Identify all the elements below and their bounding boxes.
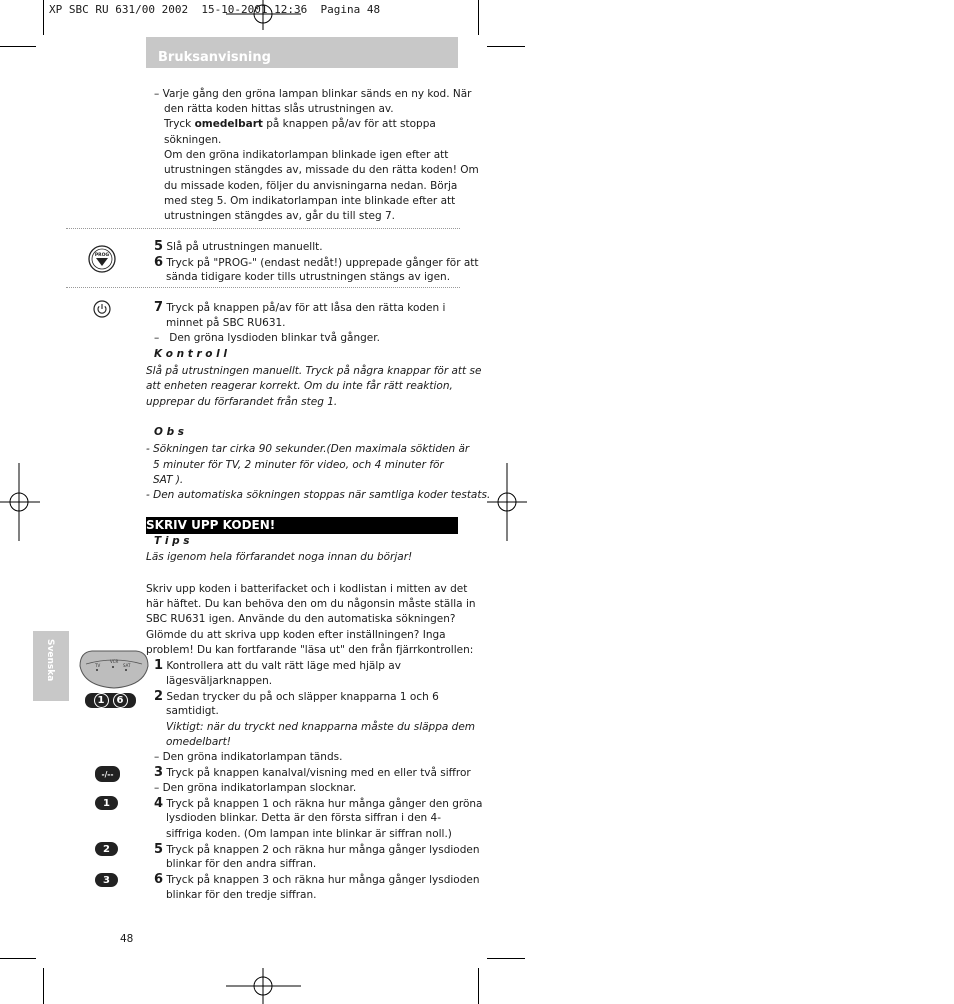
step-7-note: – Den gröna lysdioden blinkar två gånger. — [154, 332, 380, 344]
power-icon — [93, 300, 111, 318]
page-number: 48 — [120, 933, 134, 945]
step-b-5-line-2: blinkar för den andra siffran. — [166, 858, 317, 870]
step-6: 6 Tryck på "PROG-" (endast nedåt!) upprepade gånger för att — [154, 255, 479, 270]
para-line-3: SBC RU631 igen. Använde du den automatiska sökningen? — [146, 613, 456, 625]
step-b-6: 6 Tryck på knappen 3 och räkna hur många gånger lysdioden — [154, 872, 480, 887]
step-6-line-2: sända tidigare koder tills utrustningen stängs av igen. — [166, 271, 451, 283]
dash-button-icon: -/-- — [95, 766, 120, 782]
step-b-4: 4 Tryck på knappen 1 och räkna hur många gånger den gröna — [154, 796, 483, 811]
note-lamp-on: – Den gröna indikatorlampan tänds. — [154, 751, 343, 763]
step-b-2-warning-2: omedelbart! — [166, 736, 231, 748]
obs-line-4: - Den automatiska sökningen stoppas när samtliga koder testats. — [146, 489, 491, 501]
step-b-2: 2 Sedan trycker du på och släpper knapparna 1 och 6 — [154, 689, 439, 704]
divider — [66, 287, 460, 288]
step-b-2-line-2: samtidigt. — [166, 705, 219, 717]
step-b-4-line-3: siffriga koden. (Om lampan inte blinkar är siffran noll.) — [166, 828, 452, 840]
step-b-1-line-2: lägesväljarknappen. — [166, 675, 273, 687]
step-b-2-warning-1: Viktigt: när du tryckt ned knapparna måste du släppa dem — [166, 721, 476, 733]
obs-heading: O b s — [154, 426, 185, 438]
registration-mark-left — [0, 463, 40, 541]
section-title-write-code: SKRIV UPP KODEN! — [146, 518, 276, 532]
registration-mark-right — [487, 463, 527, 541]
note-lamp-off: – Den gröna indikatorlampan slocknar. — [154, 782, 357, 794]
para-line-5: problem! Du kan fortfarande "läsa ut" den från fjärrkontrollen: — [146, 644, 474, 656]
kontroll-line-2: att enheten reagerar korrekt. Om du inte får rätt reaktion, — [146, 380, 453, 392]
intro-line-3: Tryck omedelbart på knappen på/av för att stoppa — [164, 118, 436, 130]
para-line-1: Skriv upp koden i batterifacket och i kodlistan i mitten av det — [146, 583, 468, 595]
button-1-and-6-icon: 1 6 — [85, 693, 136, 708]
step-b-6-line-2: blinkar för den tredje siffran. — [166, 889, 317, 901]
intro-line-6: utrustningen stängdes av, missade du den rätta koden! Om — [164, 164, 479, 176]
tips-line: Läs igenom hela förfarandet noga innan du börjar! — [146, 551, 413, 563]
step-7: 7 Tryck på knappen på/av för att låsa den rätta koden i — [154, 300, 446, 315]
obs-line-1: - Sökningen tar cirka 90 sekunder.(Den maximala söktiden är — [146, 443, 470, 455]
intro-line-5: Om den gröna indikatorlampan blinkade igen efter att — [164, 149, 449, 161]
language-side-tab-label: Svenska — [45, 639, 55, 682]
divider — [66, 228, 460, 229]
registration-mark-bottom — [226, 968, 301, 1004]
prog-icon-label: PROG — [94, 253, 110, 258]
intro-line-8: med steg 5. Om indikatorlampan inte blinkade efter att — [164, 195, 456, 207]
obs-line-2: 5 minuter för TV, 2 minuter för video, och 4 minuter för — [153, 459, 444, 471]
step-5: 5 Slå på utrustningen manuellt. — [154, 239, 323, 254]
print-header: XP SBC RU 631/00 2002 15-10-2001 12:36 Pagina 48 — [49, 3, 381, 16]
kontroll-line-1: Slå på utrustningen manuellt. Tryck på några knappar för att se — [146, 365, 482, 377]
step-b-1: 1 Kontrollera att du valt rätt läge med hjälp av — [154, 658, 401, 673]
kontroll-heading: K o n t r o l l — [154, 348, 228, 360]
step-b-5: 5 Tryck på knappen 2 och räkna hur många gånger lysdioden — [154, 842, 480, 857]
section-header-bar — [146, 37, 458, 68]
para-line-2: här häftet. Du kan behöva den om du någonsin måste ställa in — [146, 598, 476, 610]
mode-selector-icon — [78, 648, 150, 690]
para-line-4: Glömde du att skriva upp koden efter inställningen? Inga — [146, 629, 446, 641]
kontroll-line-3: upprepar du förfarandet från steg 1. — [146, 396, 338, 408]
selector-label-vcr: VCR — [110, 659, 119, 664]
step-b-4-line-2: lysdioden blinkar. Detta är den första siffran i den 4- — [166, 812, 441, 824]
emphasis-immediately: omedelbart — [194, 118, 263, 130]
key-3-icon: 3 — [95, 873, 118, 887]
selector-label-tv: TV — [95, 663, 101, 668]
section-header-title: Bruksanvisning — [158, 50, 271, 65]
prog-down-icon — [88, 245, 116, 273]
intro-line-2: den rätta koden hittas slås utrustningen av. — [164, 103, 394, 115]
intro-line-4: sökningen. — [164, 134, 222, 146]
language-side-tab — [33, 631, 69, 701]
obs-line-3: SAT ). — [153, 474, 184, 486]
section-bar-write-code — [146, 517, 458, 534]
key-2-icon: 2 — [95, 842, 118, 856]
key-1-icon: 1 — [95, 796, 118, 810]
intro-line-9: utrustningen stängdes av, går du till steg 7. — [164, 210, 395, 222]
intro-line-7: du missade koden, följer du anvisningarna nedan. Börja — [164, 180, 458, 192]
step-7-line-2: minnet på SBC RU631. — [166, 317, 286, 329]
intro-line-1: – Varje gång den gröna lampan blinkar sänds en ny kod. När — [154, 88, 472, 100]
tips-heading: T i p s — [154, 535, 190, 547]
step-b-3: 3 Tryck på knappen kanalval/visning med en eller två siffror — [154, 765, 471, 780]
selector-label-sat: SAT — [123, 663, 131, 668]
